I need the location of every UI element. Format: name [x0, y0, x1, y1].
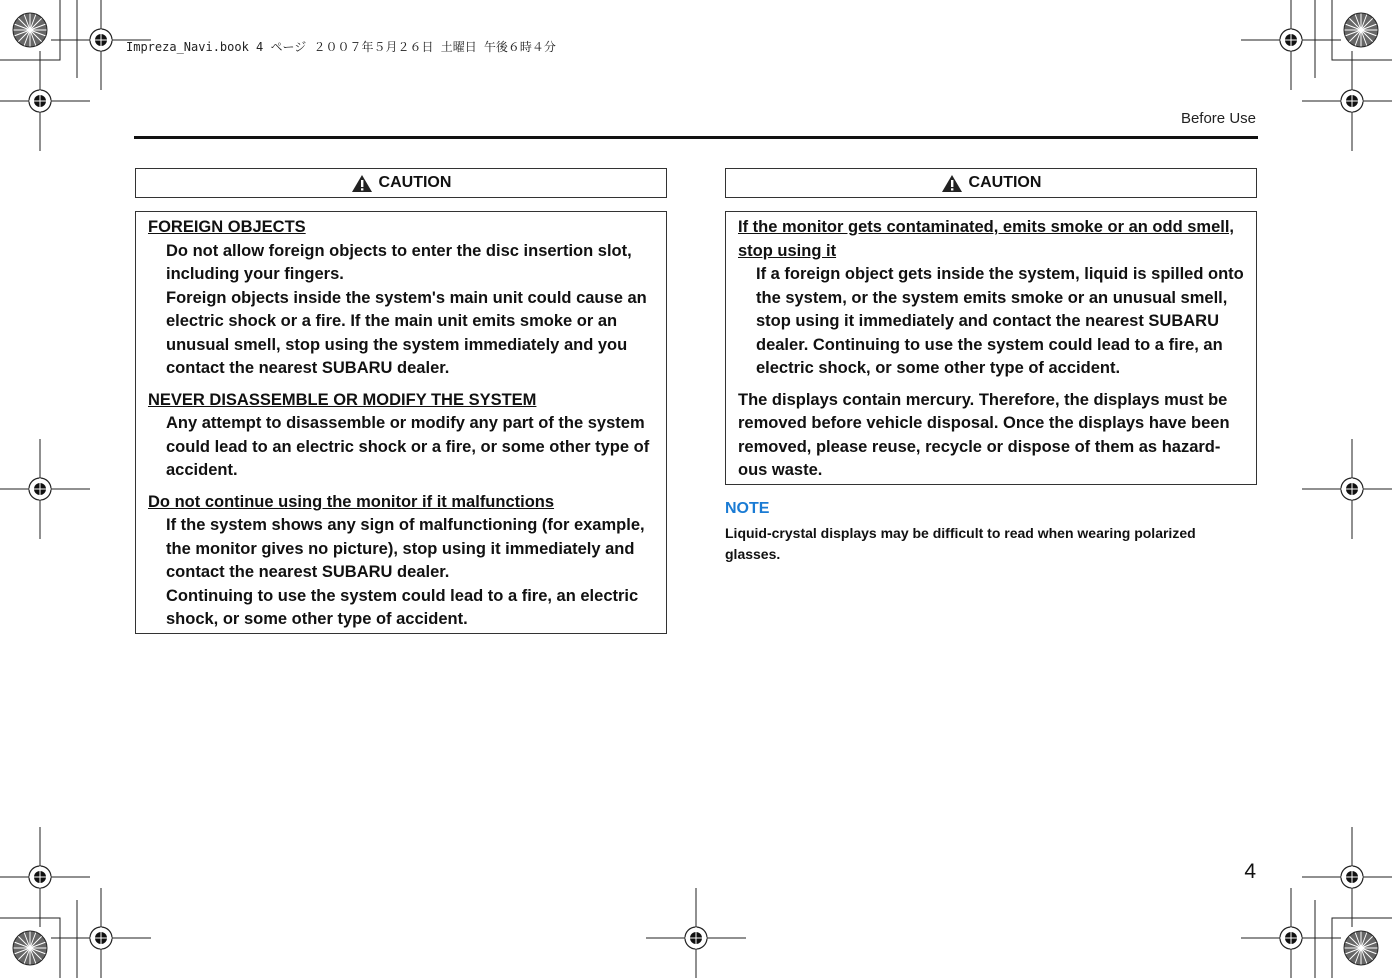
item-paragraph: Any attempt to disassemble or modify any part of the system could lead to an electric shock or a fire, or some other type of accident. [166, 414, 650, 479]
item-paragraph: If a foreign object gets inside the system, liquid is spilled onto the system, or the system emits smoke or an unusual smell, stop using it immediately and contact the nearest SUBARU dealer. Continuing to use the system could lead to a fire, an electric shock, or some other type of accident. [756, 265, 1244, 377]
print-info: Impreza_Navi.book 4 ページ ２００７年５月２６日 土曜日 午後６時４分 [126, 40, 556, 54]
starburst-icon [13, 931, 47, 965]
caution-header-left [135, 168, 667, 198]
mercury-paragraph: The displays contain mercury. Therefore, the displays must be removed before vehicle disposal. Once the displays have been removed, please reuse, recycle or dispose of them as hazard-ous waste. [738, 390, 1230, 479]
caution-header-right [725, 168, 1257, 198]
registration-mark-icon [1241, 888, 1341, 978]
header-rule [134, 136, 1258, 139]
registration-mark-icon [0, 439, 90, 539]
registration-mark-icon [1241, 0, 1341, 90]
item-paragraph: Do not allow foreign objects to enter the disc insertion slot, including your fingers. [166, 241, 632, 283]
starburst-icon [13, 13, 47, 47]
registration-mark-icon [1302, 439, 1392, 539]
item-heading: Do not continue using the monitor if it malfunctions [148, 492, 555, 511]
note-text: Liquid-crystal displays may be difficult to read when wearing polarized glasses. [725, 525, 1196, 562]
item-heading: If the monitor gets contaminated, emits smoke or an odd smell, stop using it [738, 218, 1235, 260]
registration-mark-icon [51, 888, 151, 978]
item-heading: FOREIGN OBJECTS [148, 218, 306, 236]
note-label: NOTE [725, 500, 770, 517]
page-number: 4 [1244, 860, 1256, 883]
caution-title: CAUTION [968, 174, 1042, 191]
warning-triangle-icon [941, 174, 963, 193]
warning-triangle-icon [351, 174, 373, 193]
item-heading: NEVER DISASSEMBLE OR MODIFY THE SYSTEM [148, 390, 537, 409]
starburst-icon [1344, 13, 1378, 47]
item-paragraph: If the system shows any sign of malfunctioning (for example, the monitor gives no picture), stop using it immediately and contact the nearest SUBARU dealer. [166, 516, 645, 581]
caution-title: CAUTION [378, 174, 452, 191]
item-paragraph: Continuing to use the system could lead to a fire, an electric shock, or some other type of accident. [166, 586, 639, 628]
registration-mark-icon [646, 888, 746, 978]
item-paragraph: Foreign objects inside the system's main unit could cause an electric shock or a fire. If the main unit emits smoke or an unusual smell, stop using the system immediately and you contact the nearest SUBARU dealer. [166, 288, 647, 377]
caution-box-right [725, 211, 1257, 485]
starburst-icon [1344, 931, 1378, 965]
section-title: Before Use [1180, 110, 1256, 127]
caution-box-left [135, 211, 667, 634]
